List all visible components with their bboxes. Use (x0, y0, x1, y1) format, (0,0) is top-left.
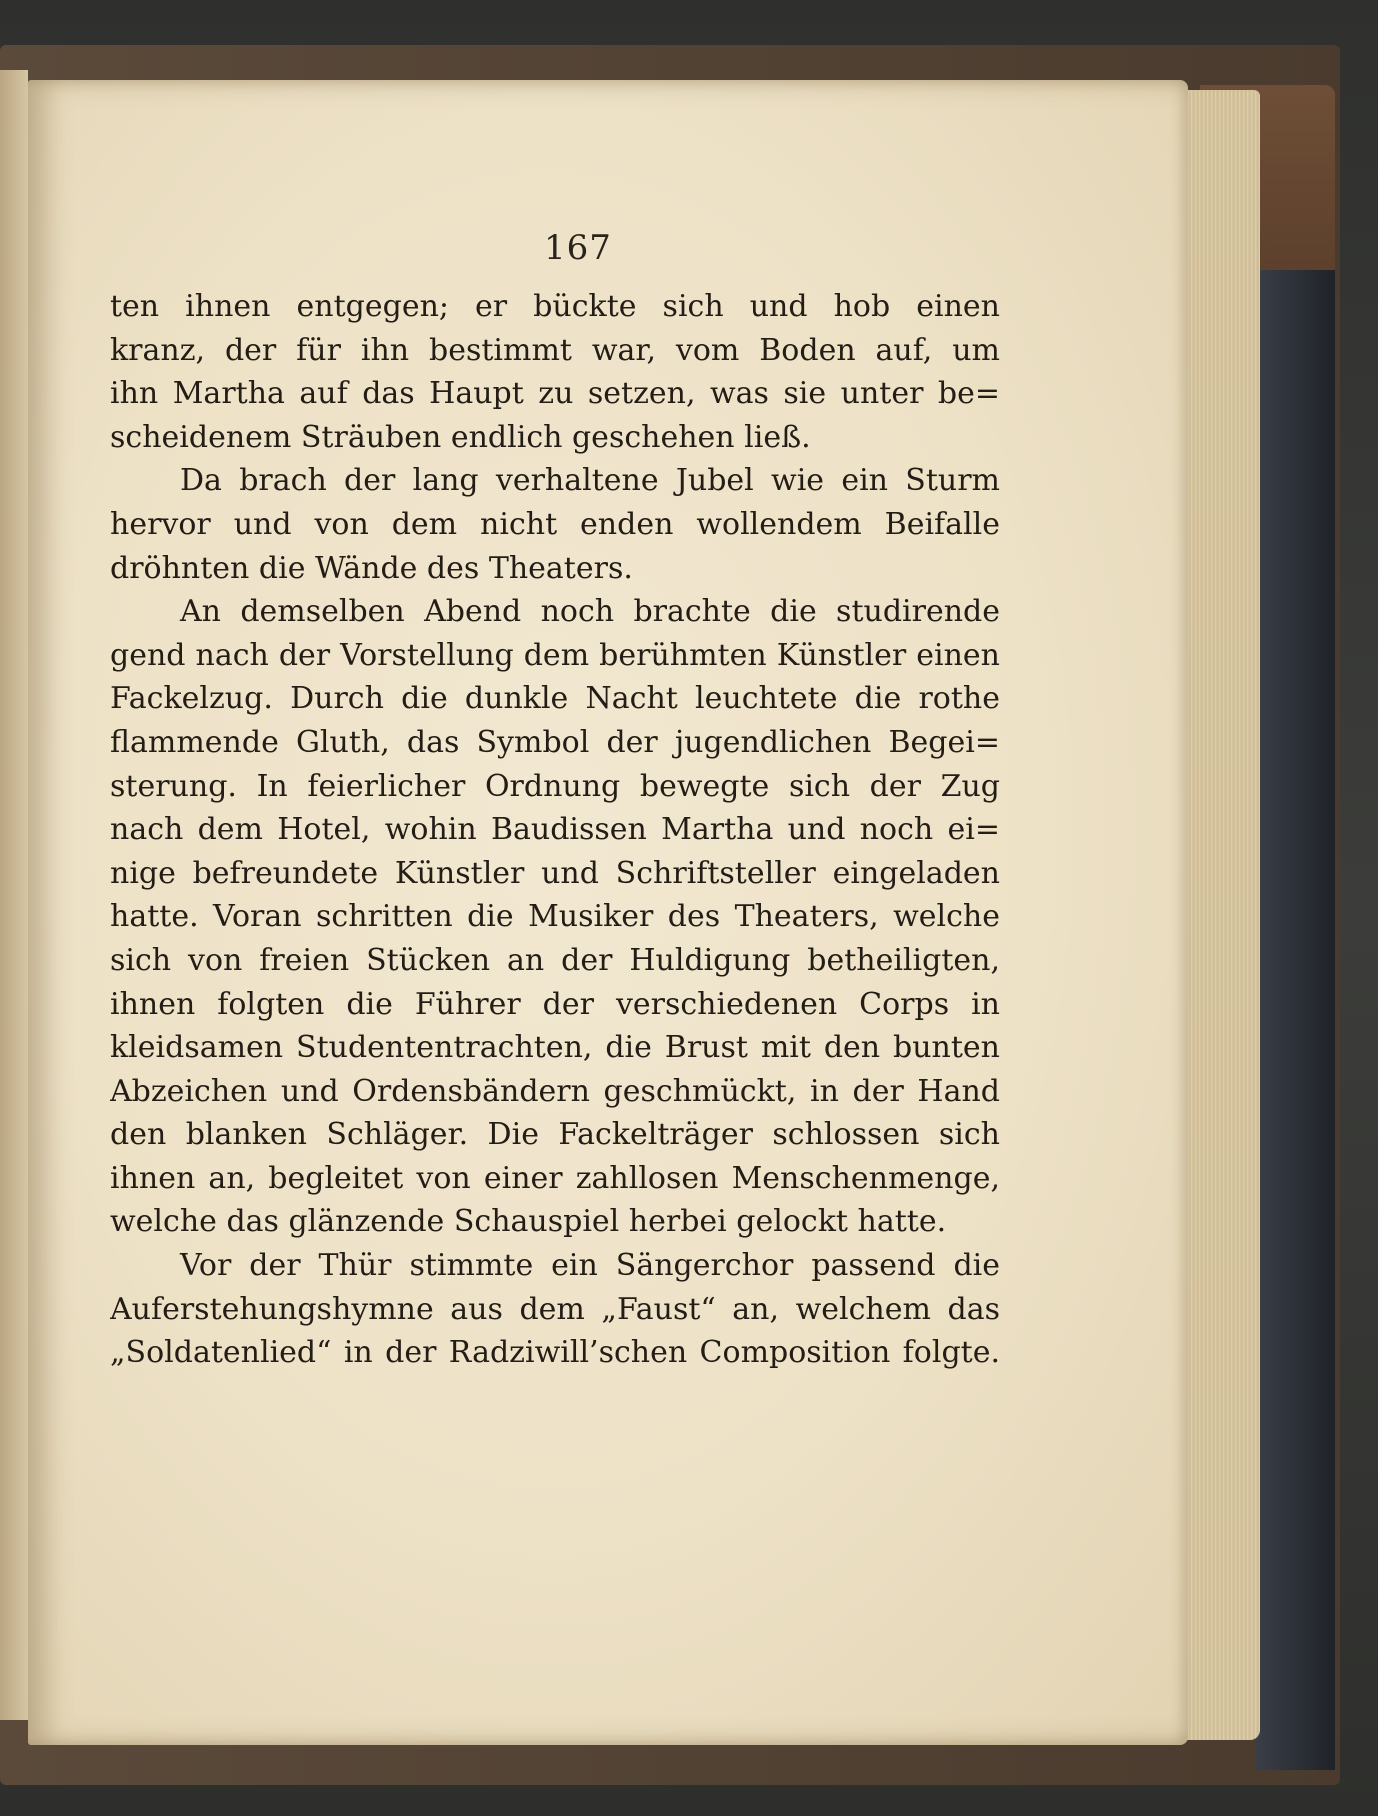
book-page (28, 80, 1188, 1745)
text-line: An demselben Abend noch brachte die studirende (180, 594, 1000, 630)
text-line: Auferstehungshymne aus dem „Faust“ an, welchem das (110, 1291, 1000, 1327)
text-line: ten ihnen entgegen; er bückte sich und hob einen (110, 289, 1000, 324)
text-line: flammende Gluth, das Symbol der jugendlichen Begei= (110, 724, 1000, 760)
text-line: kranz, der für ihn bestimmt war, vom Boden auf, um (110, 332, 1000, 368)
text-line: Da brach der lang verhaltene Jubel wie ein Sturm (180, 463, 1000, 499)
text-line: welche das glänzende Schauspiel herbei gelockt hatte. (110, 1204, 947, 1240)
text-line: gend nach der Vorstellung dem berühmten Künstler einen (110, 637, 1000, 673)
text-line: „Soldatenlied“ in der Radziwill’schen Composition folgte. (110, 1335, 1000, 1371)
text-line: hervor und von dem nicht enden wollendem Beifalle (110, 506, 1000, 542)
text-line: Vor der Thür stimmte ein Sängerchor passend die (180, 1248, 1000, 1284)
previous-page-edge (0, 70, 28, 1720)
text-line: nige befreundete Künstler und Schriftsteller eingeladen (110, 855, 1000, 891)
page-text (110, 285, 1000, 1375)
text-line: Abzeichen und Ordensbändern geschmückt, in der Hand (110, 1073, 1000, 1109)
text-line: scheidenem Sträuben endlich geschehen ließ. (110, 419, 811, 455)
text-line: sterung. In feierlicher Ordnung bewegte sich der Zug (110, 768, 1000, 804)
text-line: dröhnten die Wände des Theaters. (110, 550, 633, 586)
text-line: ihn Martha auf das Haupt zu setzen, was sie unter be= (110, 376, 1000, 412)
text-line: ihnen an, begleitet von einer zahllosen Menschenmenge, (110, 1160, 1000, 1196)
text-line: Fackelzug. Durch die dunkle Nacht leuchtete die rothe (110, 681, 1000, 717)
page-stack-edge (1180, 90, 1260, 1740)
text-line: kleidsamen Studententrachten, die Brust mit den bunten (110, 1030, 1000, 1066)
page-number: 167 (544, 228, 612, 268)
cover-board-edge (1255, 270, 1335, 1770)
text-line: ihnen folgten die Führer der verschiedenen Corps in (110, 986, 1000, 1022)
text-line: hatte. Voran schritten die Musiker des Theaters, welche (110, 899, 1000, 935)
text-line: nach dem Hotel, wohin Baudissen Martha und noch ei= (110, 812, 1000, 848)
text-line: sich von freien Stücken an der Huldigung betheiligten, (110, 942, 1000, 978)
text-line: den blanken Schläger. Die Fackelträger schlossen sich (110, 1117, 1000, 1153)
